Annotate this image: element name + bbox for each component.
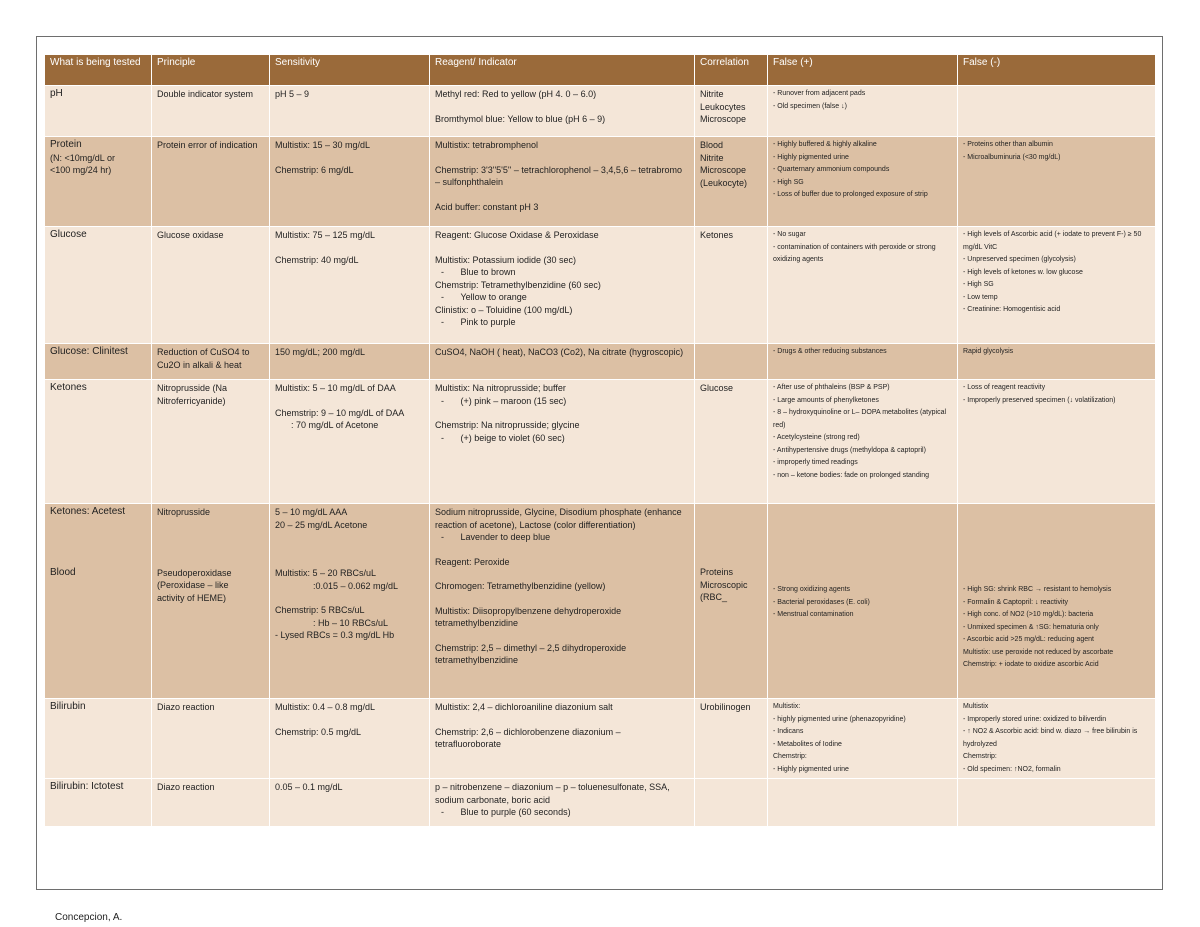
header-principle: Principle (152, 55, 270, 86)
cell-false-positive (768, 779, 958, 827)
cell-reagent: Multistix: 2,4 – dichloroaniline diazonium salt Chemstrip: 2,6 – dichlorobenzene diazonium – tetrafluoroborate (430, 699, 695, 779)
cell-sensitivity: Multistix: 15 – 30 mg/dL Chemstrip: 6 mg/dL (270, 137, 430, 227)
cell-false-positive: - After use of phthaleins (BSP & PSP) - Large amounts of phenylketones - 8 – hydroxyquinoline or L– DOPA metabolites (atypical red) - Acetylcysteine (strong red) - Antihypertensive drugs (methyldopa & captopril) - improperly timed readings - non – ketone bodies: fade on prolonged standing (768, 380, 958, 504)
cell-correlation: Blood Nitrite Microscope (Leukocyte) (695, 137, 768, 227)
cell-false-negative: - Loss of reagent reactivity - Improperly preserved specimen (↓ volatilization) (958, 380, 1156, 504)
header-correlation: Correlation (695, 55, 768, 86)
cell-principle: Nitroprusside Pseudoperoxidase (Peroxidase – like activity of HEME) (152, 504, 270, 699)
cell-false-positive: - No sugar - contamination of containers with peroxide or strong oxidizing agents (768, 227, 958, 344)
cell-reagent: Multistix: Na nitroprusside; buffer - (+) pink – maroon (15 sec) Chemstrip: Na nitroprusside; glycine - (+) beige to violet (60 sec) (430, 380, 695, 504)
cell-sensitivity: 150 mg/dL; 200 mg/dL (270, 344, 430, 380)
cell-reagent: Sodium nitroprusside, Glycine, Disodium phosphate (enhance reaction of acetone), Lactose (color differentiation) - Lavender to deep blue Reagent: Peroxide Chromogen: Tetramethylbenzidine (yellow) Multistix: Diisopropylbenzene dehydroperoxide tetramethylbenzidine Chemstrip: 2,5 – dimethyl – 2,5 dihydroperoxide tetramethylbenzidine (430, 504, 695, 699)
cell-principle: Protein error of indication (152, 137, 270, 227)
cell-false-positive: - Drugs & other reducing substances (768, 344, 958, 380)
table-row (45, 344, 1156, 380)
table-row (45, 86, 1156, 137)
header-what-is-being-tested: What is being tested (45, 55, 152, 86)
header-false-negative: False (-) (958, 55, 1156, 86)
cell-sensitivity: 0.05 – 0.1 mg/dL (270, 779, 430, 827)
urinalysis-table (44, 54, 1156, 827)
cell-correlation: Nitrite Leukocytes Microscope (695, 86, 768, 137)
cell-reagent: Multistix: tetrabromphenol Chemstrip: 3'3''5'5'' – tetrachlorophenol – 3,4,5,6 – tetrabromo – sulfonphthalein Acid buffer: constant pH 3 (430, 137, 695, 227)
cell-false-negative (958, 779, 1156, 827)
cell-test: pH (45, 86, 152, 137)
cell-correlation (695, 779, 768, 827)
cell-sensitivity: Multistix: 5 – 10 mg/dL of DAA Chemstrip: 9 – 10 mg/dL of DAA : 70 mg/dL of Acetone (270, 380, 430, 504)
cell-correlation: Ketones (695, 227, 768, 344)
cell-principle: Double indicator system (152, 86, 270, 137)
cell-false-positive: Multistix: - highly pigmented urine (phenazopyridine) - Indicans - Metabolites of Iodine Chemstrip: - Highly pigmented urine (768, 699, 958, 779)
header-sensitivity: Sensitivity (270, 55, 430, 86)
cell-test: Protein (N: <10mg/dL or <100 mg/24 hr) (45, 137, 152, 227)
table-row (45, 227, 1156, 344)
cell-reagent: Reagent: Glucose Oxidase & Peroxidase Multistix: Potassium iodide (30 sec) - Blue to brown Chemstrip: Tetramethylbenzidine (60 sec) - Yellow to orange Clinistix: o – Toluidine (100 mg/dL) - Pink to purple (430, 227, 695, 344)
cell-false-negative: - High levels of Ascorbic acid (+ iodate to prevent F-) ≥ 50 mg/dL VitC - Unpreserved specimen (glycolysis) - High levels of ketones w. low glucose - High SG - Low temp - Creatinine: Homogentisic acid (958, 227, 1156, 344)
author-footer: Concepcion, A. (55, 912, 123, 923)
cell-test: Bilirubin: Ictotest (45, 779, 152, 827)
table-row (45, 380, 1156, 504)
table-row (45, 137, 1156, 227)
cell-test: Bilirubin (45, 699, 152, 779)
cell-principle: Reduction of CuSO4 to Cu2O in alkali & heat (152, 344, 270, 380)
header-reagent-indicator: Reagent/ Indicator (430, 55, 695, 86)
cell-test: Glucose (45, 227, 152, 344)
cell-test: Glucose: Clinitest (45, 344, 152, 380)
cell-false-negative: - High SG: shrink RBC → resistant to hemolysis - Formalin & Captopril: ↓ reactivity - High conc. of NO2 (>10 mg/dL): bacteria - Unmixed specimen & ↑SG: hematuria only - Ascorbic acid >25 mg/dL: reducing agent Multistix: use peroxide not reduced by ascorbate Chemstrip: + iodate to oxidize ascorbic Acid (958, 504, 1156, 699)
cell-correlation: Glucose (695, 380, 768, 504)
cell-sensitivity: pH 5 – 9 (270, 86, 430, 137)
cell-reagent: p – nitrobenzene – diazonium – p – toluenesulfonate, SSA, sodium carbonate, boric acid - Blue to purple (60 seconds) (430, 779, 695, 827)
cell-principle: Nitroprusside (Na Nitroferricyanide) (152, 380, 270, 504)
cell-correlation: Urobilinogen (695, 699, 768, 779)
table-row (45, 699, 1156, 779)
cell-principle: Glucose oxidase (152, 227, 270, 344)
cell-test: Ketones: Acetest Blood (45, 504, 152, 699)
cell-reagent: CuSO4, NaOH ( heat), NaCO3 (Co2), Na citrate (hygroscopic) (430, 344, 695, 380)
cell-false-positive: - Highly buffered & highly alkaline - Highly pigmented urine - Quarternary ammonium compounds - High SG - Loss of buffer due to prolonged exposure of strip (768, 137, 958, 227)
header-false-positive: False (+) (768, 55, 958, 86)
table-row (45, 779, 1156, 827)
cell-false-positive: - Runover from adjacent pads - Old specimen (false ↓) (768, 86, 958, 137)
cell-reagent: Methyl red: Red to yellow (pH 4. 0 – 6.0) Bromthymol blue: Yellow to blue (pH 6 – 9) (430, 86, 695, 137)
cell-sensitivity: 5 – 10 mg/dL AAA 20 – 25 mg/dL Acetone Multistix: 5 – 20 RBCs/uL :0.015 – 0.062 mg/dL Chemstrip: 5 RBCs/uL : Hb – 10 RBCs/uL - Lysed RBCs = 0.3 mg/dL Hb (270, 504, 430, 699)
cell-false-negative: Rapid glycolysis (958, 344, 1156, 380)
table-header-row (45, 55, 1156, 86)
cell-sensitivity: Multistix: 75 – 125 mg/dL Chemstrip: 40 mg/dL (270, 227, 430, 344)
cell-false-negative (958, 86, 1156, 137)
cell-test: Ketones (45, 380, 152, 504)
cell-sensitivity: Multistix: 0.4 – 0.8 mg/dL Chemstrip: 0.5 mg/dL (270, 699, 430, 779)
cell-principle: Diazo reaction (152, 779, 270, 827)
cell-false-negative: - Proteins other than albumin - Microalbuminuria (<30 mg/dL) (958, 137, 1156, 227)
cell-correlation: Proteins Microscopic (RBC_ (695, 504, 768, 699)
table-row (45, 504, 1156, 699)
cell-principle: Diazo reaction (152, 699, 270, 779)
cell-false-positive: - Strong oxidizing agents - Bacterial peroxidases (E. coli) - Menstrual contamination (768, 504, 958, 699)
cell-correlation (695, 344, 768, 380)
cell-false-negative: Multistix - Improperly stored urine: oxidized to biliverdin - ↑ NO2 & Ascorbic acid: bind w. diazo → free bilirubin is hydrolyzed Chemstrip: - Old specimen: ↑NO2, formalin (958, 699, 1156, 779)
